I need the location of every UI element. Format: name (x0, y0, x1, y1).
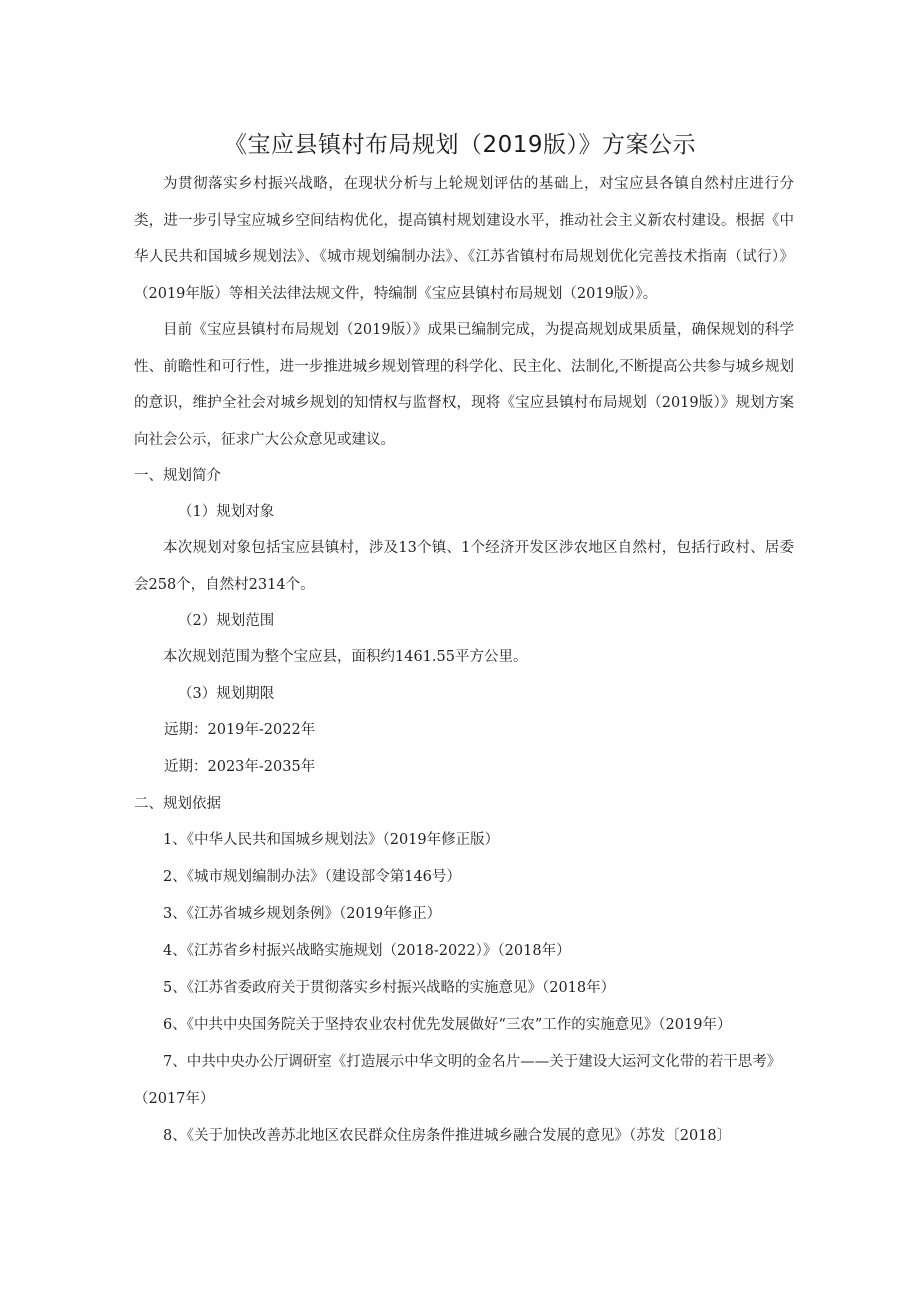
document-title: 《宝应县镇村布局规划（2019版）》方案公示 (223, 132, 697, 158)
plan-scope-heading: （2）规划范围 (178, 613, 275, 629)
basis-item-8: 8、《关于加快改善苏北地区农民群众住房条件推进城乡融合发展的意见》（苏发〔2018〕 (163, 1127, 732, 1144)
document-body (134, 166, 794, 1155)
plan-object-heading: （1）规划对象 (178, 504, 275, 520)
intro-paragraph-2: 目前《宝应县镇村布局规划（2019版）》成果已编制完成，为提高规划成果质量，确保规划的科学性、前瞻性和可行性，进一步推进城乡规划管理的科学化、民主化、法制化,不断提高公共参与城乡规划的意识，维护全社会对城乡规划的知情权与监督权，现将《宝应县镇村布局规划（2019版）》规划方案向社会公示，征求广大公众意见或建议。 (134, 322, 794, 448)
section-1-heading: 一、规划简介 (134, 468, 221, 484)
basis-item-1: 1、《中华人民共和国城乡规划法》（2019年修正版） (163, 831, 500, 848)
section-2-heading: 二、规划依据 (134, 795, 221, 812)
intro-paragraph-1: 为贯彻落实乡村振兴战略，在现状分析与上轮规划评估的基础上，对宝应县各镇自然村庄进行分类，进一步引导宝应城乡空间结构优化，提高镇村规划建设水平，推动社会主义新农村建设。根据《中华人民共和国城乡规划法》、《城市规划编制办法》、《江苏省镇村布局规划优化完善技术指南（试行）》（2019年版）等相关法律法规文件，特编制《宝应县镇村布局规划（2019版）》。 (134, 176, 794, 302)
basis-item-5: 5、《江苏省委政府关于贯彻落实乡村振兴战略的实施意见》（2018年） (163, 979, 616, 996)
plan-period-far: 远期：2019年-2022年 (164, 721, 316, 738)
basis-item-3: 3、《江苏省城乡规划条例》（2019年修正） (163, 905, 442, 922)
plan-period-heading: （3）规划期限 (178, 685, 275, 702)
basis-item-6: 6、《中共中央国务院关于坚持农业农村优先发展做好“三农”工作的实施意见》（2019年） (163, 1016, 732, 1033)
plan-object-text: 本次规划对象包括宝应县镇村，涉及13个镇、1个经济开发区涉农地区自然村，包括行政村、居委会258个，自然村2314个。 (134, 540, 794, 593)
basis-item-4: 4、《江苏省乡村振兴战略实施规划（2018-2022）》（2018年） (163, 942, 571, 959)
plan-period-near: 近期：2023年-2035年 (164, 758, 316, 775)
basis-item-2: 2、《城市规划编制办法》（建设部令第146号） (163, 868, 461, 885)
basis-item-7: 7、中共中央办公厅调研室《打造展示中华文明的金名片——关于建设大运河文化带的若干思考》（2017年） (134, 1053, 782, 1107)
plan-scope-text: 本次规划范围为整个宝应县，面积约1461.55平方公里。 (163, 649, 528, 665)
